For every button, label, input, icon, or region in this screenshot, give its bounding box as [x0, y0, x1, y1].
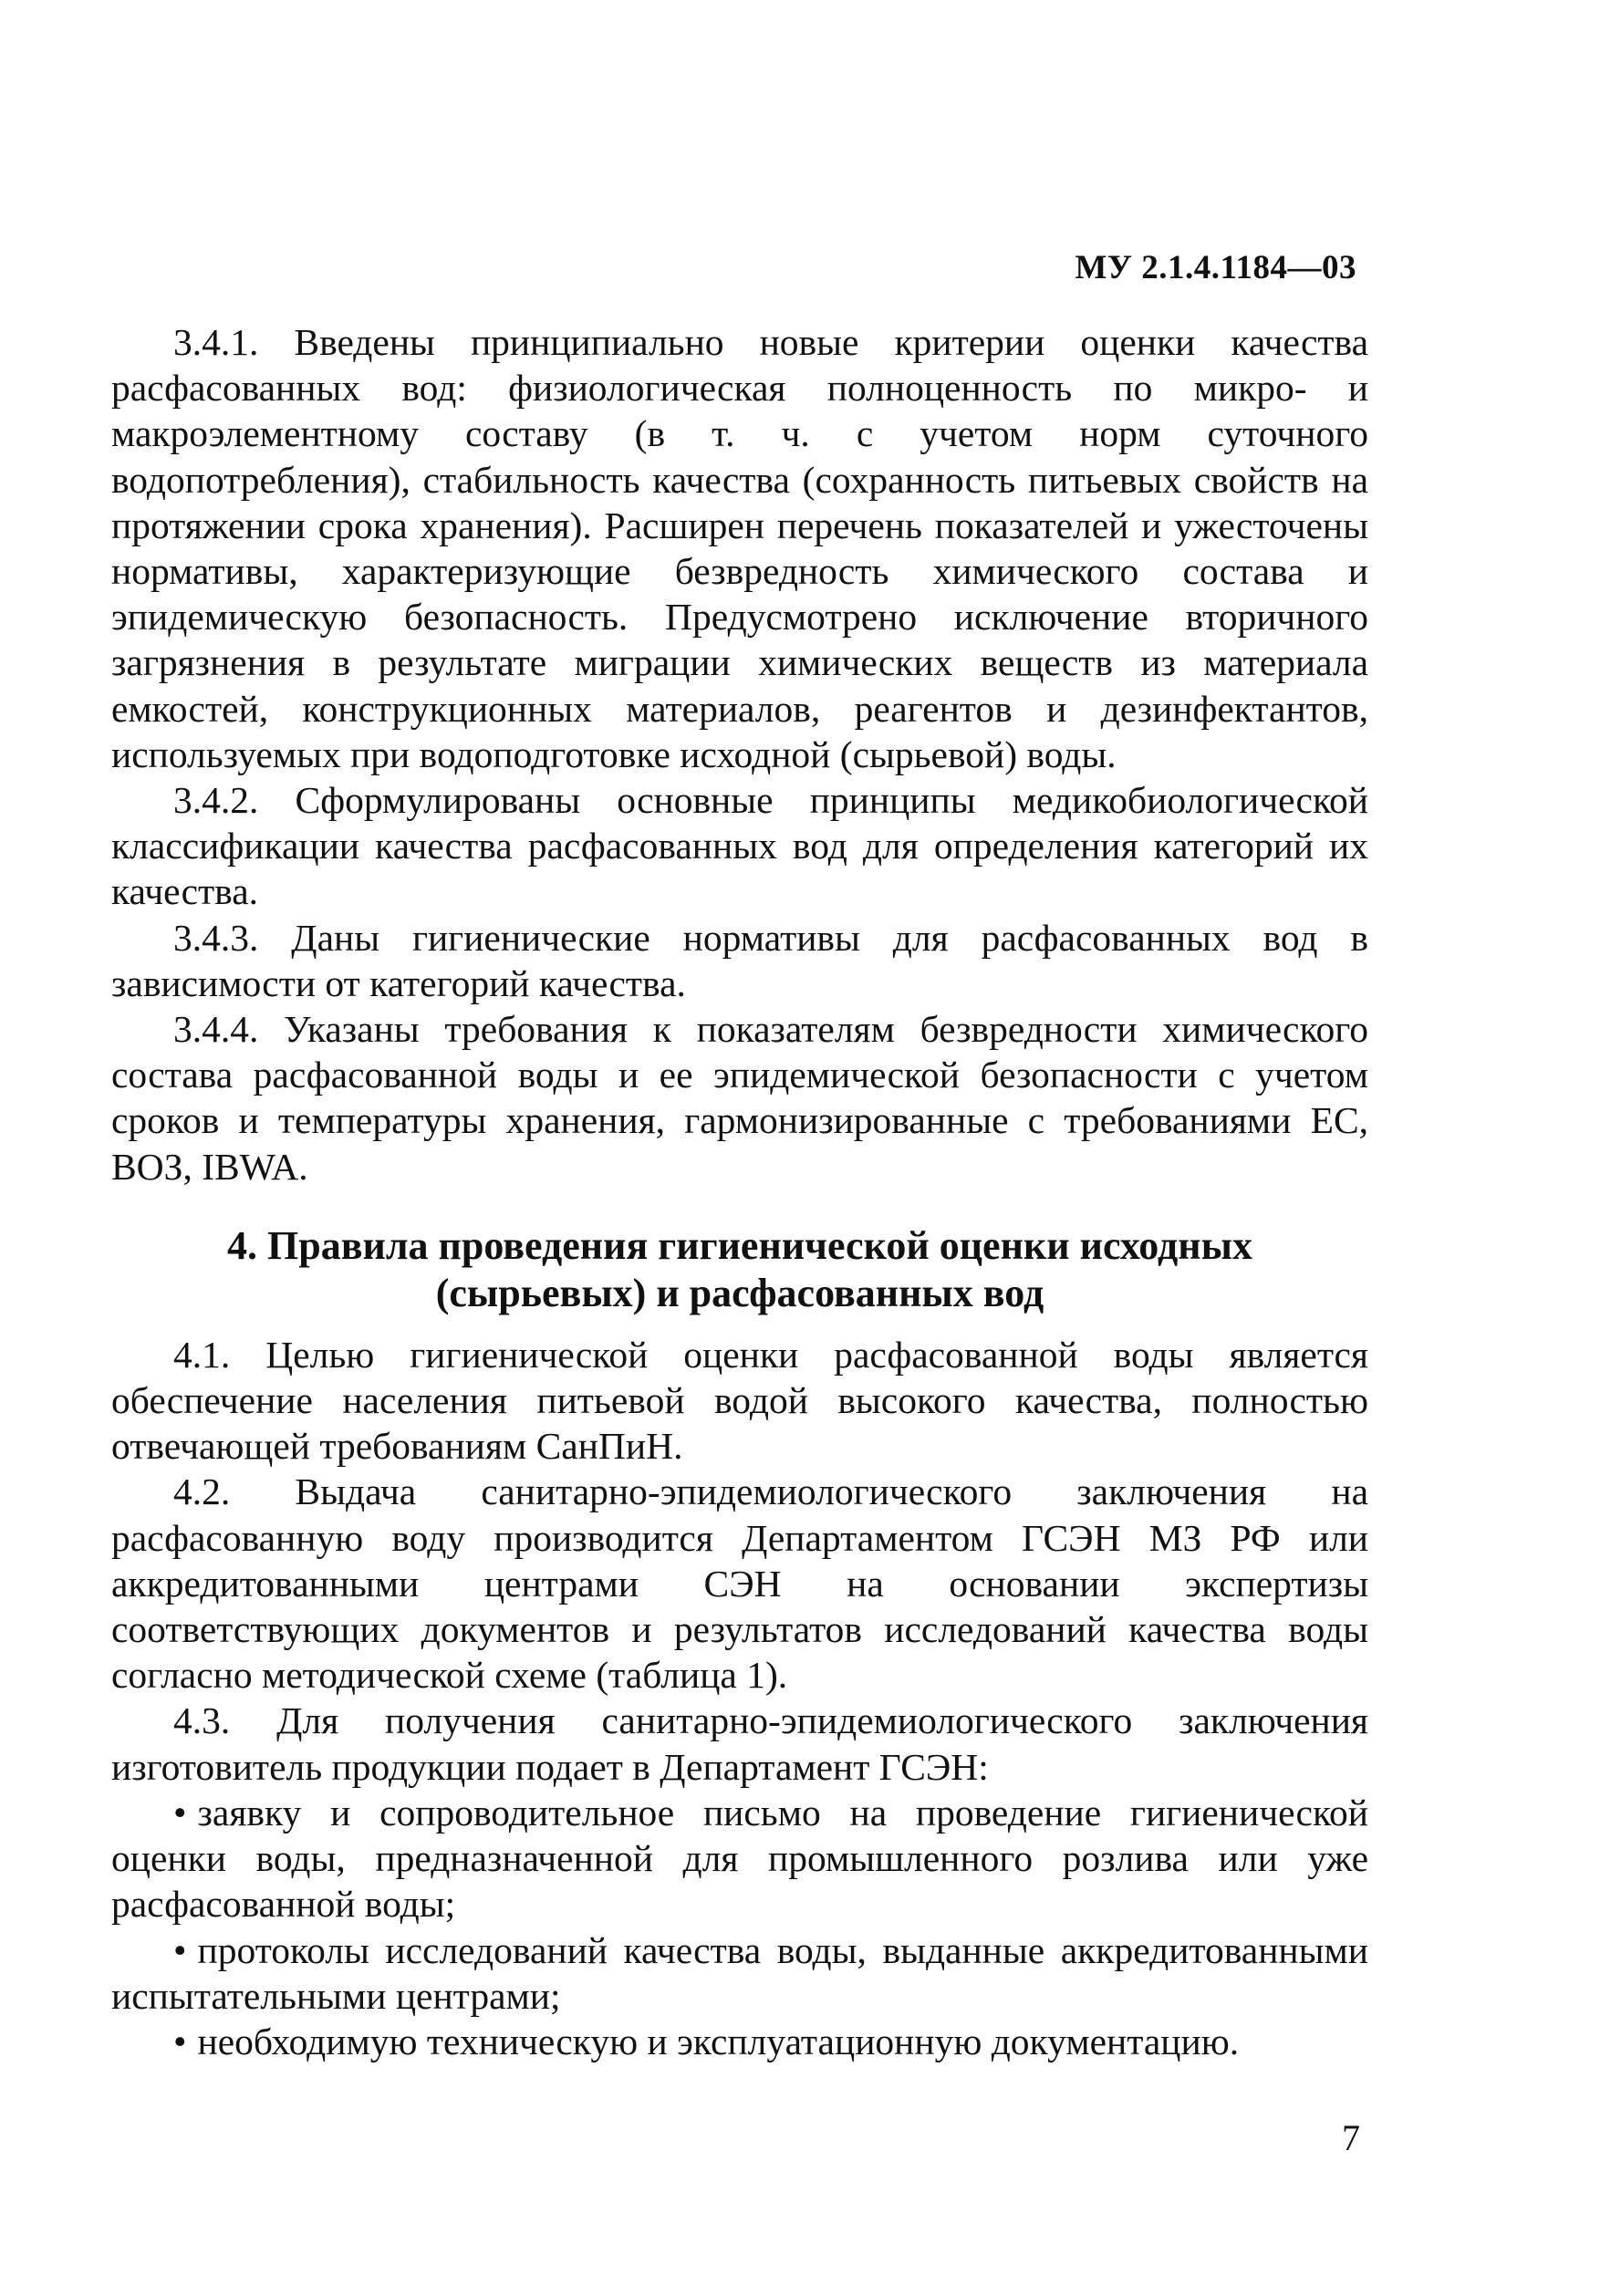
- paragraph-4-3: 4.3. Для получения санитарно-эпидемиологического заключения изготовитель продукции подает в Департамент ГСЭН:: [111, 1699, 1368, 1788]
- paragraph-4-1: 4.1. Целью гигиенической оценки расфасованной воды является обеспечение населения питьевой водой высокого качества, полностью отвечающей требованиям СанПиН.: [111, 1333, 1368, 1468]
- list-item: [111, 1790, 1368, 1927]
- bullet-icon: •: [173, 2020, 187, 2062]
- document-code: МУ 2.1.4.1184—03: [1075, 249, 1356, 286]
- paragraph-4-2: 4.2. Выдача санитарно-эпидемиологического заключения на расфасованную воду производится Департаментом ГСЭН МЗ РФ или аккредитованными центрами СЭН на основании экспертизы соответствующих документов и результатов исследований качества воды согласно методической схеме (таблица 1).: [111, 1470, 1368, 1697]
- page-number: 7: [1342, 2117, 1360, 2158]
- bullet-icon: •: [173, 1791, 187, 1834]
- bullet-icon: •: [173, 1928, 187, 1971]
- list-item-text: протоколы исследований качества воды, выданные аккредитованными испытательными центрами;: [111, 1928, 1368, 2017]
- documents-list: [111, 1790, 1368, 2064]
- list-item: [111, 2019, 1368, 2064]
- list-item: [111, 1927, 1368, 2019]
- list-item-text: заявку и сопроводительное письмо на проведение гигиенической оценки воды, предназначенной для промышленного розлива или уже расфасованной воды;: [111, 1791, 1368, 1926]
- paragraph-3-4-4: 3.4.4. Указаны требования к показателям безвредности химического состава расфасованной воды и ее эпидемической безопасности с учетом сроков и температуры хранения, гармонизированные с требованиями ЕС, ВОЗ, IBWA.: [111, 1008, 1368, 1188]
- paragraph-3-4-3: 3.4.3. Даны гигиенические нормативы для расфасованных вод в зависимости от категорий качества.: [111, 916, 1368, 1004]
- section-4-heading: 4. Правила проведения гигиенической оценки исходных (сырьевых) и расфасованных вод: [227, 1222, 1252, 1315]
- paragraph-3-4-2: 3.4.2. Сформулированы основные принципы медикобиологической классификации качества расфасованных вод для определения категорий их качества.: [111, 779, 1368, 913]
- list-item-text: необходимую техническую и эксплуатационную документацию.: [197, 2020, 1240, 2062]
- page-body: [111, 319, 1368, 2064]
- paragraph-3-4-1: 3.4.1. Введены принципиально новые критерии оценки качества расфасованных вод: физиологическая полноценность по микро- и макроэлементному составу (в т. ч. с учетом норм суточного водопотребления), стабильность качества (сохранность питьевых свойств на протяжении срока хранения). Расширен перечень показателей и ужесточены нормативы, характеризующие безвредность химического состава и эпидемическую безопасность. Предусмотрено исключение вторичного загрязнения в результате миграции химических веществ из материала емкостей, конструкционных материалов, реагентов и дезинфектантов, используемых при водоподготовке исходной (сырьевой) воды.: [111, 321, 1368, 775]
